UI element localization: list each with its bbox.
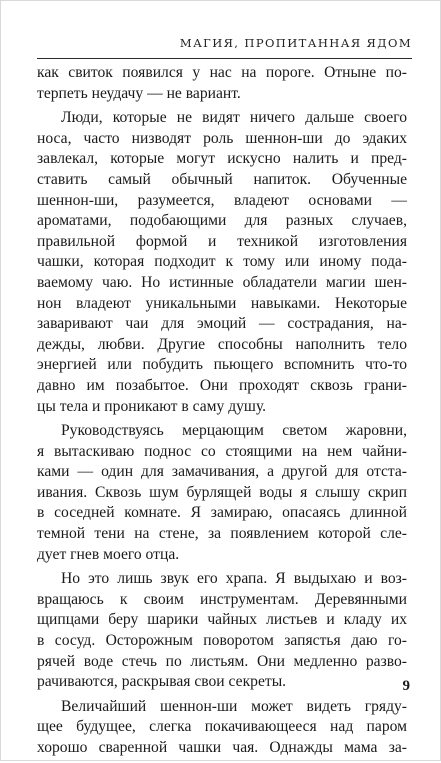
text-line: чашки, которая подходит к тому или иному пода- (37, 253, 407, 271)
text-line: шеннон-ши, разумеется, владеют основами — (37, 191, 407, 209)
text-line: ками — один для замачивания, а другой для отста- (37, 463, 407, 481)
running-title: МАГИЯ, ПРОПИТАННАЯ ЯДОМ (179, 36, 412, 50)
text-line: в соседней комнате. Я замираю, опасаясь длинной (37, 504, 407, 522)
text-line: как свиток появился у нас на пороге. Отныне по- (37, 64, 407, 81)
text-line: щее будущее, слегка покачивающееся над паром (37, 718, 407, 736)
text-line: ставить самый обычный напиток. Обученные (37, 170, 407, 188)
text-line: щипцами беру шарики чайных листьев и кладу их (37, 611, 407, 629)
text-line: заваривают чаи для эмоций — сострадания, на- (37, 315, 407, 333)
text-line: ароматами, подобающими для разных случаев, (37, 212, 407, 230)
text-line: я вытаскиваю поднос со стоящими на нем чайни- (37, 442, 407, 460)
body-text (37, 63, 407, 763)
text-line: Руководствуясь мерцающим светом жаровни, (61, 422, 407, 440)
text-line: в сосуд. Осторожным поворотом запястья даю го- (37, 632, 407, 650)
text-line: рячей воде стечь по листьям. Они медленно разво- (37, 652, 407, 670)
text-line: ивания. Сквозь шум бурлящей воды я слышу скрип (37, 483, 407, 501)
text-line: Люди, которые не видят ничего дальше своего (61, 109, 407, 127)
text-line: терпеть неудачу — не вариант. (37, 84, 241, 102)
header-rule (37, 58, 412, 59)
text-line: цы тела и проникают в саму душу. (37, 397, 267, 415)
text-line: Но это лишь звук его храпа. Я выдыхаю и воз- (61, 570, 407, 588)
text-line: Величайший шеннон-ши может видеть гряду- (61, 697, 407, 715)
text-line: правильной формой и техникой изготовления (37, 232, 407, 250)
text-line: ваемому чаю. Но истинные обладатели магии шен- (37, 273, 407, 291)
text-line: носа, часто низводят роль шеннон-ши до эдаких (37, 129, 407, 147)
paragraph (37, 108, 407, 417)
paragraph (37, 697, 407, 759)
text-line: нон владеют уникальными навыками. Некоторые (37, 294, 407, 312)
page-number: 9 (402, 678, 410, 694)
text-line: дует гнев моего отца. (37, 545, 180, 563)
text-line: завлекал, которые могут искусно налить и пред- (37, 150, 407, 168)
paragraph (37, 569, 407, 693)
text-line: давно им позабытое. Они проходят сквозь грани- (37, 376, 407, 394)
text-line: энергией или побудить пьющего вспомнить что-то (37, 356, 407, 374)
text-line: темной тени на стене, за появлением которой сле- (37, 525, 407, 543)
paragraph (37, 63, 407, 104)
text-line: хорошо сваренной чашки чая. Однажды мама за- (37, 739, 407, 756)
text-line: рачиваются, раскрывая свои секреты. (37, 673, 287, 691)
text-line: дежды, любви. Другие способны наполнить тело (37, 335, 407, 353)
paragraph (37, 421, 407, 565)
text-line: вращаюсь к своим инструментам. Деревянными (37, 590, 407, 608)
